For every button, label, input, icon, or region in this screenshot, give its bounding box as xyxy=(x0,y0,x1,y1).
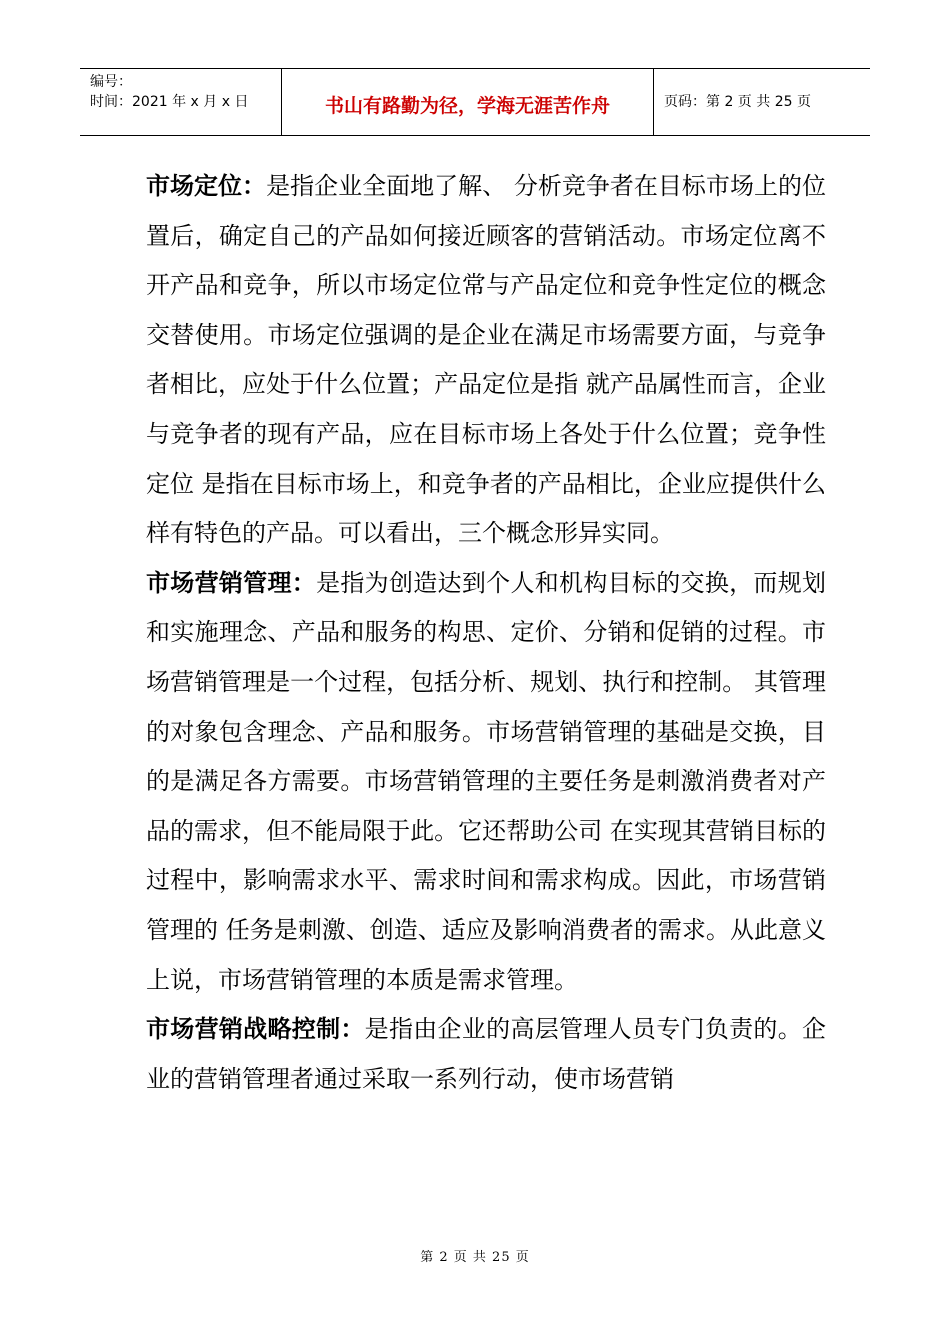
term-heading: 市场定位： xyxy=(146,172,267,200)
paragraph-text: 是指由企业的高层管理人员专门负责的。企业的营销管理者通过采取一系列行动，使市场营销 xyxy=(146,1015,827,1093)
header-meta-cell xyxy=(80,69,282,135)
date-label: 时间：2021 年 x 月 x 日 xyxy=(90,94,249,110)
header-page-cell xyxy=(654,69,870,135)
term-heading: 市场营销管理： xyxy=(146,568,317,597)
paragraph-text: 是指企业全面地了解、 分析竞争者在目标市场上的位置后，确定自己的产品如何接近顾客的营销活动。市场定位离不开产品和竞争，所以市场定位常与产品定位和竞争性定位的概念交替使用。市场定位强调的是企业在满足市场需要方面，与竞争者相比，应处于什么位置；产品定位是指 就产品属性而言，企业与竞争者的现有产品，应在目标市场上各处于什么位置；竞争性定位 是指在目标市场上，和竞争者的产品相比，企业应提供什么样有特色的产品。可以看出，三个概念形异实同。 xyxy=(146,172,827,548)
page-footer: 第 2 页 共 25 页 xyxy=(420,1250,530,1265)
paragraph-market-positioning xyxy=(146,162,826,559)
page-header xyxy=(80,68,870,136)
term-heading: 市场营销战略控制： xyxy=(146,1015,365,1044)
paragraph-marketing-management xyxy=(146,559,826,1005)
page-info: 页码：第 2 页 共 25 页 xyxy=(664,94,811,110)
serial-label: 编号： xyxy=(90,74,132,90)
document-body xyxy=(146,162,826,1104)
header-motto-cell xyxy=(282,69,654,135)
paragraph-text: 是指为创造达到个人和机构目标的交换，而规划和实施理念、产品和服务的构思、定价、分销和促销的过程。市场营销管理是一个过程，包括分析、规划、执行和控制。 其管理的对象包含理念、产品和服务。市场营销管理的基础是交换，目的是满足各方需要。市场营销管理的主要任务是刺激消费者对产品的需求，但不能局限于此。它还帮助公司 在实现其营销目标的过程中，影响需求水平、需求时间和需求构成。因此，市场营销管理的 任务是刺激、创造、适应及影响消费者的需求。从此意义上说，市场营销管理的本质是需求管理。 xyxy=(146,568,827,994)
paragraph-strategy-control xyxy=(146,1005,826,1104)
motto-text: 书山有路勤为径，学海无涯苦作舟 xyxy=(324,95,610,117)
